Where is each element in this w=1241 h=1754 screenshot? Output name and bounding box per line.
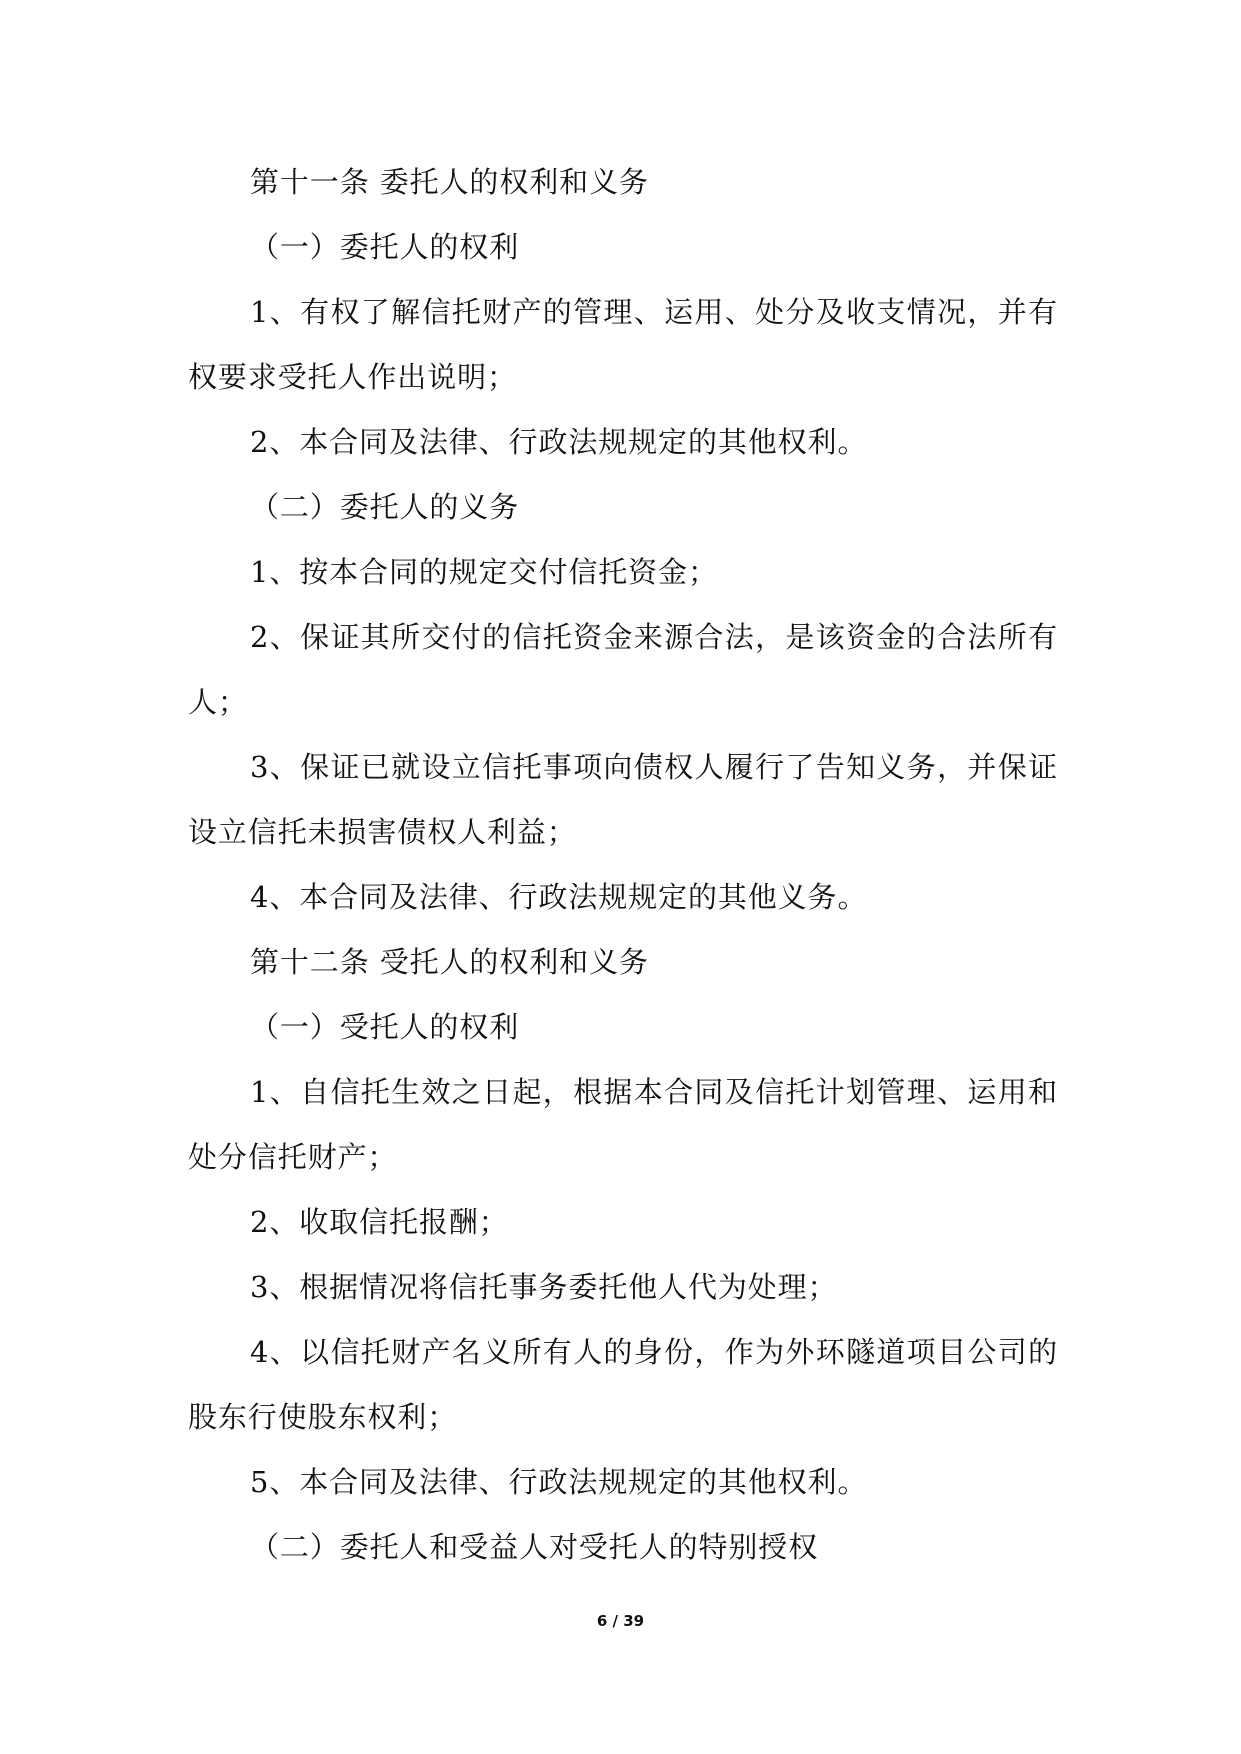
clause-paragraph: 1、按本合同的规定交付信托资金；: [250, 555, 718, 589]
article-11-heading: 第十一条 委托人的权利和义务: [250, 165, 649, 199]
document-body: [188, 150, 1058, 1580]
clause-paragraph: 3、根据情况将信托事务委托他人代为处理；: [250, 1270, 838, 1304]
clause-paragraph: 5、本合同及法律、行政法规规定的其他权利。: [250, 1465, 868, 1499]
section-heading: （一）受托人的权利: [250, 1010, 520, 1044]
clause-paragraph: 2、保证其所交付的信托资金来源合法，是该资金的合法所有人；: [188, 620, 1058, 719]
clause-paragraph: 1、有权了解信托财产的管理、运用、处分及收支情况，并有权要求受托人作出说明；: [188, 295, 1058, 394]
clause-paragraph: 1、自信托生效之日起，根据本合同及信托计划管理、运用和处分信托财产；: [188, 1075, 1058, 1174]
clause-paragraph: 4、本合同及法律、行政法规规定的其他义务。: [250, 880, 868, 914]
section-heading: （一）委托人的权利: [250, 230, 520, 264]
article-12-heading: 第十二条 受托人的权利和义务: [250, 945, 649, 979]
clause-paragraph: 2、本合同及法律、行政法规规定的其他权利。: [250, 425, 868, 459]
clause-paragraph: 4、以信托财产名义所有人的身份，作为外环隧道项目公司的股东行使股东权利；: [188, 1335, 1058, 1434]
clause-paragraph: 2、收取信托报酬；: [250, 1205, 509, 1239]
section-heading: （二）委托人的义务: [250, 490, 520, 524]
section-heading: （二）委托人和受益人对受托人的特别授权: [250, 1530, 819, 1564]
clause-paragraph: 3、保证已就设立信托事项向债权人履行了告知义务，并保证设立信托未损害债权人利益；: [188, 750, 1058, 849]
page-number: 6 / 39: [596, 1612, 645, 1630]
